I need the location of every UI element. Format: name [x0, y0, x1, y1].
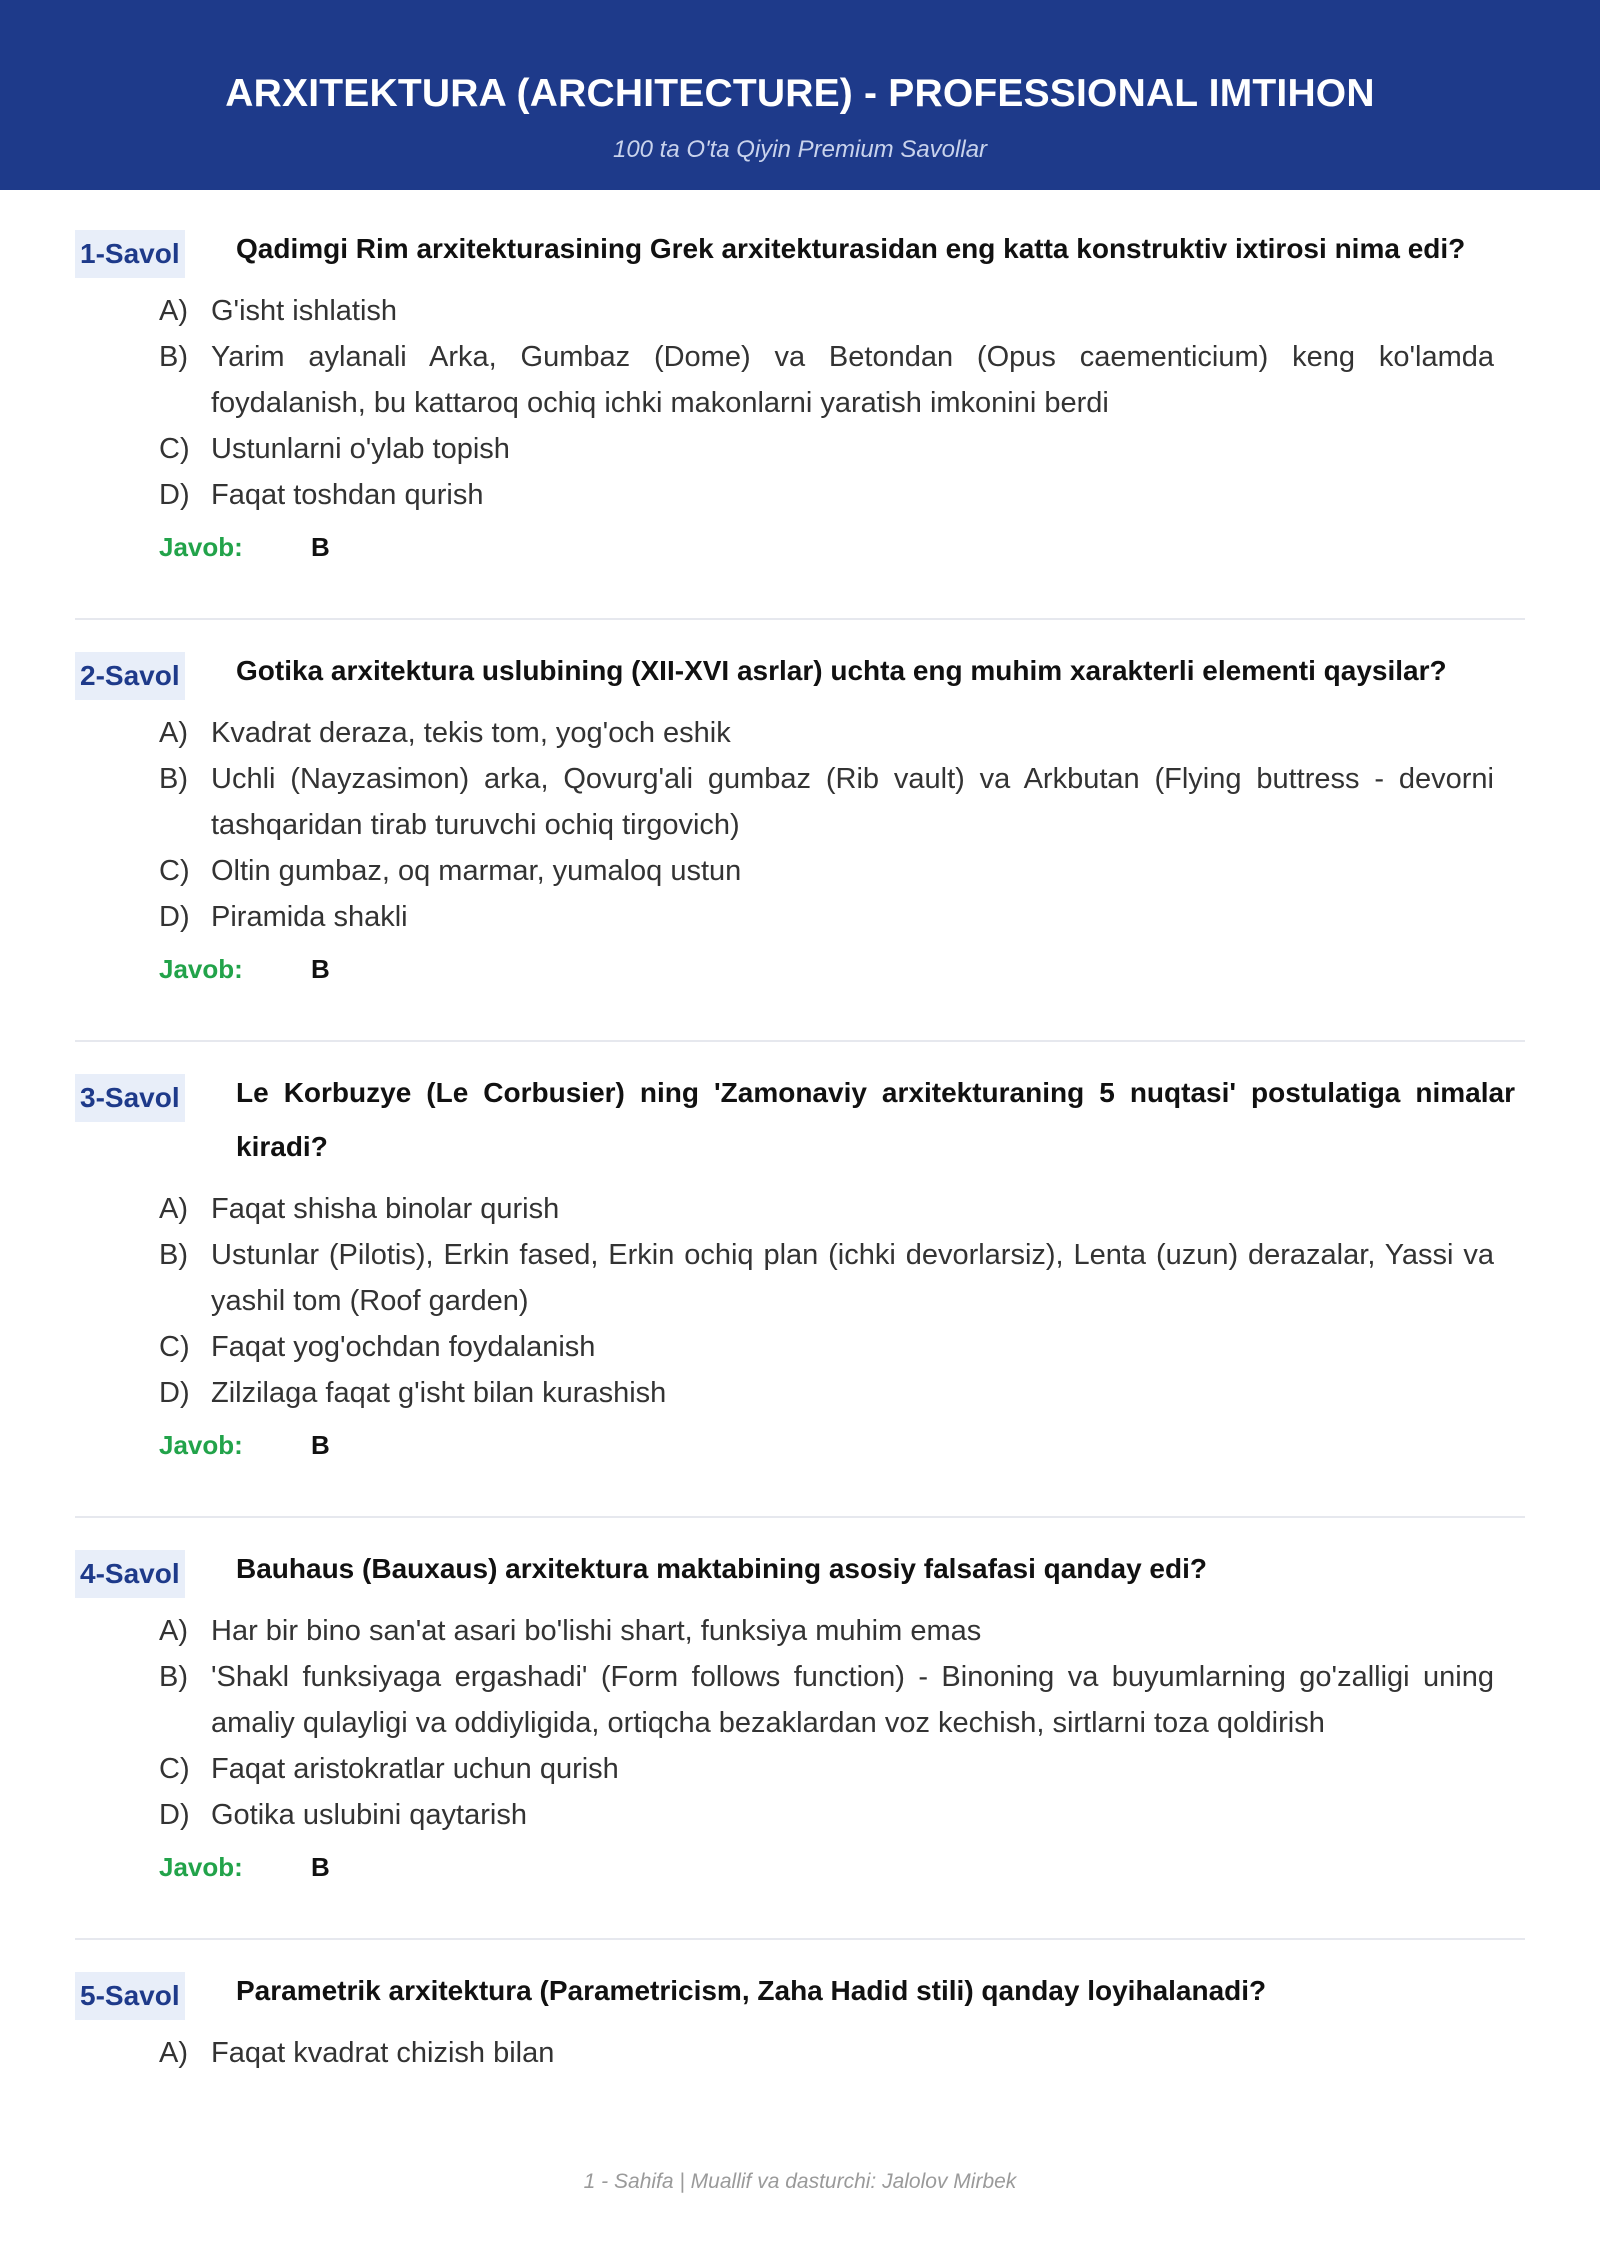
option-text: Faqat toshdan qurish	[211, 479, 484, 511]
question-header	[75, 1542, 1525, 1596]
option-item	[159, 1746, 1514, 1792]
answer-label: Javob:	[159, 1430, 243, 1460]
answer-label: Javob:	[159, 532, 243, 562]
option-letter: C)	[159, 855, 190, 887]
question-block	[75, 644, 1525, 1042]
question-number: 2-Savol	[75, 652, 185, 700]
question-number: 1-Savol	[75, 230, 185, 278]
answer-row	[159, 1426, 1525, 1466]
answer-label: Javob:	[159, 1852, 243, 1882]
option-text: Gotika uslubini qaytarish	[211, 1799, 527, 1831]
option-letter: A)	[159, 295, 188, 327]
option-text: Har bir bino san'at asari bo'lishi shart, funksiya muhim emas	[211, 1615, 982, 1647]
option-letter: A)	[159, 2037, 188, 2069]
option-letter: C)	[159, 1753, 190, 1785]
option-list	[159, 2030, 1514, 2076]
option-item	[159, 848, 1514, 894]
answer-value: B	[311, 532, 330, 562]
option-list	[159, 710, 1514, 940]
option-letter: D)	[159, 1377, 190, 1409]
option-letter: B)	[159, 763, 188, 795]
option-letter: A)	[159, 1615, 188, 1647]
option-letter: D)	[159, 479, 190, 511]
question-header	[75, 1964, 1525, 2018]
question-text: Qadimgi Rim arxitekturasining Grek arxitekturasidan eng katta konstruktiv ixtirosi nima edi?	[236, 233, 1466, 264]
question-list	[75, 222, 1525, 2076]
option-text: Ustunlarni o'ylab topish	[211, 433, 510, 465]
option-list	[159, 1608, 1514, 1838]
option-letter: C)	[159, 1331, 190, 1363]
option-item	[159, 1370, 1514, 1416]
page-title: ARXITEKTURA (ARCHITECTURE) - PROFESSIONAL IMTIHON	[225, 72, 1375, 115]
question-text: Parametrik arxitektura (Parametricism, Zaha Hadid stili) qanday loyihalanadi?	[236, 1975, 1267, 2006]
option-item	[159, 1232, 1514, 1324]
option-text: 'Shakl funksiyaga ergashadi' (Form follows function) - Binoning va buyumlarning go'zalligi uning amaliy qulayligi va oddiyligida, ortiqcha bezaklardan voz kechish, sirtlarni toza qoldirish	[211, 1661, 1494, 1739]
question-header	[75, 1066, 1525, 1174]
option-text: Uchli (Nayzasimon) arka, Qovurg'ali gumbaz (Rib vault) va Arkbutan (Flying buttress - devorni tashqaridan tirab turuvchi ochiq tirgovich)	[211, 763, 1494, 841]
option-text: Ustunlar (Pilotis), Erkin fased, Erkin ochiq plan (ichki devorlarsiz), Lenta (uzun) derazalar, Yassi va yashil tom (Roof garden)	[211, 1239, 1494, 1317]
question-block	[75, 1964, 1525, 2076]
question-header	[75, 644, 1525, 698]
option-item	[159, 1324, 1514, 1370]
question-block	[75, 222, 1525, 620]
question-text: Le Korbuzye (Le Corbusier) ning 'Zamonaviy arxitekturaning 5 nuqtasi' postulatiga nimalar kiradi?	[236, 1077, 1515, 1162]
option-item	[159, 1608, 1514, 1654]
option-item	[159, 334, 1514, 426]
option-text: Oltin gumbaz, oq marmar, yumaloq ustun	[211, 855, 742, 887]
option-item	[159, 756, 1514, 848]
option-text: Yarim aylanali Arka, Gumbaz (Dome) va Betondan (Opus caementicium) keng ko'lamda foydalanish, bu kattaroq ochiq ichki makonlarni yaratish imkonini berdi	[211, 341, 1494, 419]
question-number: 5-Savol	[75, 1972, 185, 2020]
option-item	[159, 1654, 1514, 1746]
page-subtitle: 100 ta O'ta Qiyin Premium Savollar	[612, 136, 988, 163]
question-number: 3-Savol	[75, 1074, 185, 1122]
answer-label: Javob:	[159, 954, 243, 984]
option-letter: D)	[159, 901, 190, 933]
option-item	[159, 1186, 1514, 1232]
option-text: Kvadrat deraza, tekis tom, yog'och eshik	[211, 717, 731, 749]
question-number: 4-Savol	[75, 1550, 185, 1598]
option-item	[159, 894, 1514, 940]
question-text: Gotika arxitektura uslubining (XII-XVI asrlar) uchta eng muhim xarakterli elementi qaysilar?	[236, 655, 1447, 686]
option-letter: A)	[159, 717, 188, 749]
option-item	[159, 2030, 1514, 2076]
option-item	[159, 710, 1514, 756]
question-block	[75, 1542, 1525, 1940]
answer-value: B	[311, 1430, 330, 1460]
option-letter: A)	[159, 1193, 188, 1225]
option-text: G'isht ishlatish	[211, 295, 398, 327]
option-item	[159, 426, 1514, 472]
option-letter: C)	[159, 433, 190, 465]
page-footer: 1 - Sahifa | Muallif va dasturchi: Jalolov Mirbek	[583, 2170, 1017, 2193]
option-letter: B)	[159, 1661, 188, 1693]
answer-value: B	[311, 954, 330, 984]
option-list	[159, 288, 1514, 518]
option-item	[159, 1792, 1514, 1838]
option-text: Faqat kvadrat chizish bilan	[211, 2037, 555, 2069]
answer-row	[159, 1848, 1525, 1888]
question-text: Bauhaus (Bauxaus) arxitektura maktabining asosiy falsafasi qanday edi?	[236, 1553, 1207, 1584]
answer-row	[159, 950, 1525, 990]
option-text: Faqat yog'ochdan foydalanish	[211, 1331, 596, 1363]
answer-value: B	[311, 1852, 330, 1882]
question-header	[75, 222, 1525, 276]
option-letter: B)	[159, 1239, 188, 1271]
option-letter: B)	[159, 341, 188, 373]
page-header	[0, 0, 1600, 190]
option-letter: D)	[159, 1799, 190, 1831]
option-item	[159, 472, 1514, 518]
option-text: Zilzilaga faqat g'isht bilan kurashish	[211, 1377, 667, 1409]
answer-row	[159, 528, 1525, 568]
question-block	[75, 1066, 1525, 1518]
option-list	[159, 1186, 1514, 1416]
option-text: Faqat shisha binolar qurish	[211, 1193, 560, 1225]
option-text: Piramida shakli	[211, 901, 408, 933]
option-text: Faqat aristokratlar uchun qurish	[211, 1753, 619, 1785]
option-item	[159, 288, 1514, 334]
